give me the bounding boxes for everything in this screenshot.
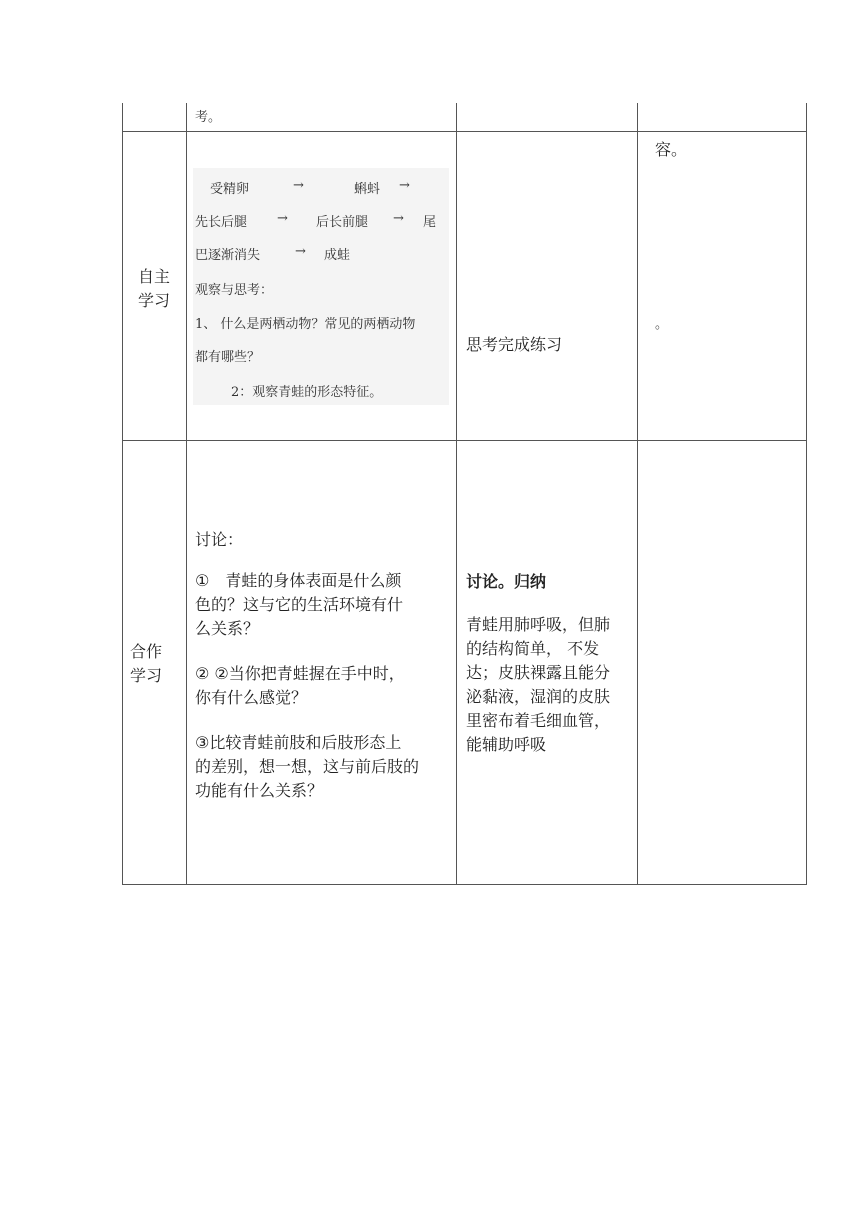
- notes-top: 容。: [655, 140, 688, 159]
- column-divider-1: [186, 103, 187, 885]
- question-2: 2：观察青蛙的形态特征。: [231, 385, 383, 400]
- table-right-border: [806, 103, 807, 885]
- discuss-question-2: ② ②当你把青蛙握在手中时， 你有什么感觉？: [195, 664, 405, 707]
- question-1-line-1: 1、 什么是两栖动物？常见的两栖动物: [195, 317, 416, 332]
- discuss-title: 讨论：: [195, 530, 244, 549]
- stage-label-coop: 合作 学习: [130, 642, 163, 685]
- table-bottom-border: [122, 884, 807, 885]
- row-divider-2: [122, 440, 807, 441]
- column-divider-2: [456, 103, 457, 885]
- student-activity-self-study: 思考完成练习: [466, 335, 563, 354]
- discuss-question-3: ③比较青蛙前肢和后肢形态上 的差别，想一想，这与前后肢的 功能有什么关系？: [195, 733, 420, 800]
- top-row-content-tail: 考。: [195, 110, 222, 125]
- observe-title: 观察与思考：: [195, 283, 274, 298]
- discuss-question-1: ① 青蛙的身体表面是什么颜 色的？这与它的生活环境有什 么关系？: [195, 571, 404, 638]
- row-divider-1: [122, 131, 807, 132]
- table-left-border: [122, 103, 123, 885]
- student-activity-coop-title: 讨论。归纳: [466, 572, 547, 591]
- column-divider-3: [637, 103, 638, 885]
- student-activity-coop-summary: 青蛙用肺呼吸，但肺 的结构简单， 不发 达；皮肤裸露且能分 泌黏液，湿润的皮肤 里密布着毛细血管， 能辅助呼吸: [466, 615, 611, 754]
- question-1-line-2: 都有哪些？: [195, 350, 261, 365]
- stage-label-self-study: 自主 学习: [138, 267, 171, 310]
- notes-mid: 。: [655, 317, 669, 332]
